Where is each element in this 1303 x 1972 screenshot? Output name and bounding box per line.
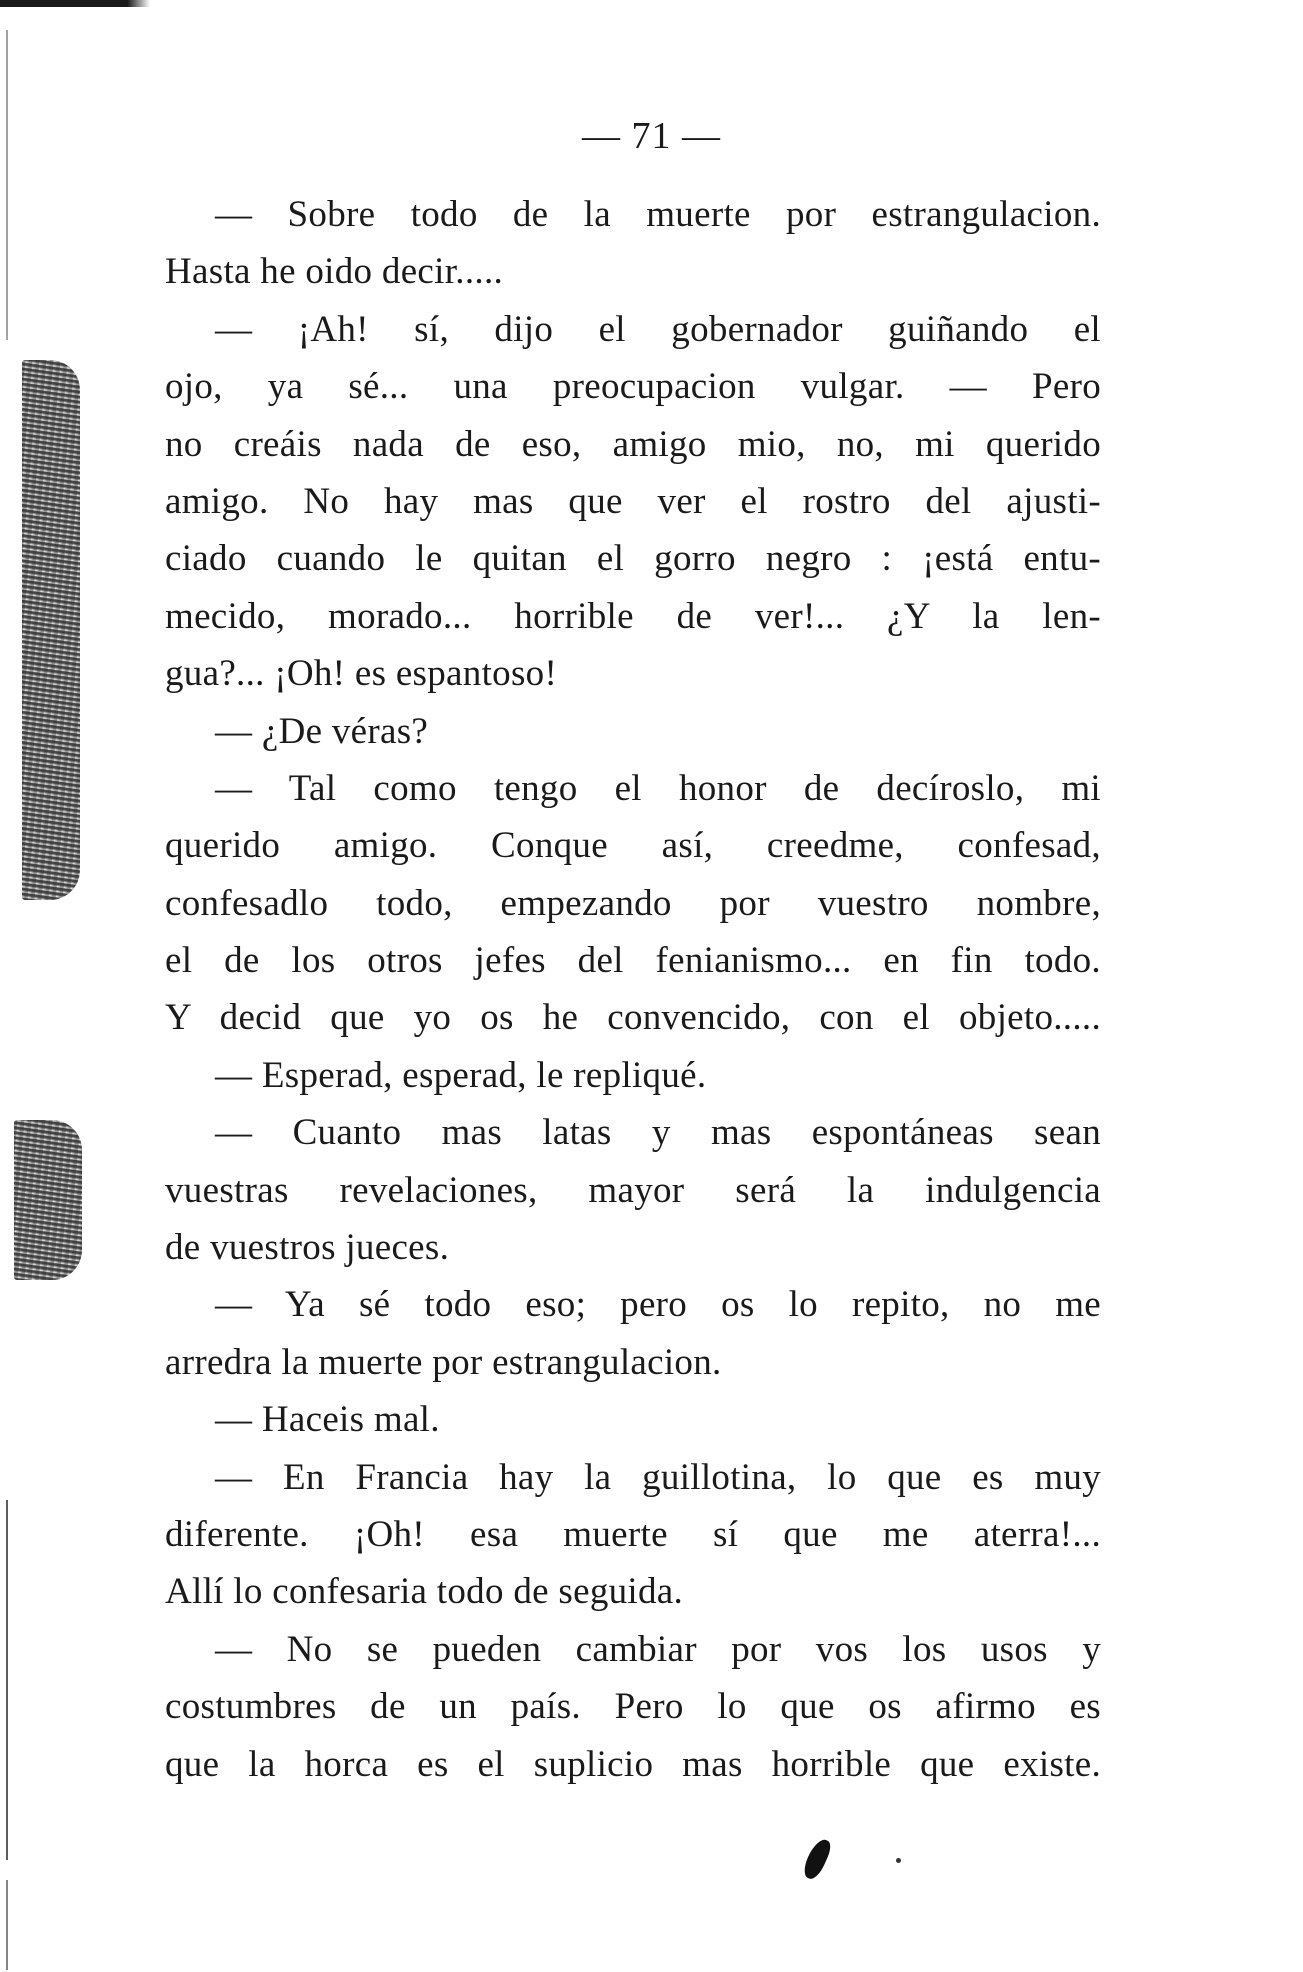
text-line: — Sobre todo de la muerte por estrangulacion.	[215, 194, 1101, 235]
scan-top-mark	[0, 0, 150, 7]
text-line: — Ya sé todo eso; pero os lo repito, no me	[215, 1284, 1101, 1326]
text-line: gua?... ¡Oh! es espantoso!	[165, 653, 558, 695]
body-text	[165, 186, 1101, 1793]
text-line: — No se pueden cambiar por vos los usos y	[215, 1628, 1101, 1670]
scan-binding-shadow	[22, 360, 80, 900]
text-line: — ¡Ah! sí, dijo el gobernador guiñando el	[215, 308, 1101, 350]
text-line: — Tal como tengo el honor de decíroslo, mi	[215, 767, 1101, 809]
text-line: el de los otros jefes del fenianismo... en fin todo.	[165, 940, 1101, 982]
text-line: querido amigo. Conque así, creedme, confesad,	[165, 825, 1101, 867]
ink-dot	[896, 1858, 901, 1863]
scan-binding-shadow	[14, 1120, 82, 1280]
text-line: que la horca es el suplicio mas horrible que existe.	[165, 1743, 1101, 1785]
text-line: arredra la muerte por estrangulacion.	[165, 1341, 722, 1383]
text-line: — Esperad, esperad, le repliqué.	[215, 1054, 707, 1096]
text-line: de vuestros jueces.	[165, 1227, 450, 1269]
scan-margin-line	[6, 1880, 8, 1970]
text-line: Hasta he oido decir.....	[165, 251, 504, 293]
text-line: ojo, ya sé... una preocupacion vulgar. — Pero	[165, 366, 1101, 408]
text-line: diferente. ¡Oh! esa muerte sí que me aterra!...	[165, 1513, 1101, 1555]
text-line: — Cuanto mas latas y mas espontáneas sean	[215, 1112, 1101, 1154]
text-line: — Haceis mal.	[215, 1399, 440, 1441]
text-line: mecido, morado... horrible de ver!... ¿Y la len-	[165, 595, 1101, 637]
text-line: vuestras revelaciones, mayor será la indulgencia	[165, 1169, 1101, 1211]
text-line: ciado cuando le quitan el gorro negro : ¡está entu-	[165, 538, 1101, 580]
scan-margin-line	[6, 30, 8, 340]
text-line: — En Francia hay la guillotina, lo que es muy	[215, 1456, 1101, 1498]
text-line: amigo. No hay mas que ver el rostro del ajusti-	[165, 480, 1101, 522]
text-line: Allí lo confesaria todo de seguida.	[165, 1571, 684, 1613]
text-line: no creáis nada de eso, amigo mio, no, mi querido	[165, 423, 1101, 465]
ink-blot	[800, 1836, 834, 1882]
text-line: Y decid que yo os he convencido, con el objeto.....	[165, 997, 1101, 1039]
scan-margin-line	[6, 1500, 8, 1860]
text-line: — ¿De véras?	[215, 710, 429, 752]
page-number: — 71 —	[582, 115, 721, 157]
text-line: costumbres de un país. Pero lo que os afirmo es	[165, 1686, 1101, 1728]
text-line: confesadlo todo, empezando por vuestro nombre,	[165, 882, 1101, 924]
